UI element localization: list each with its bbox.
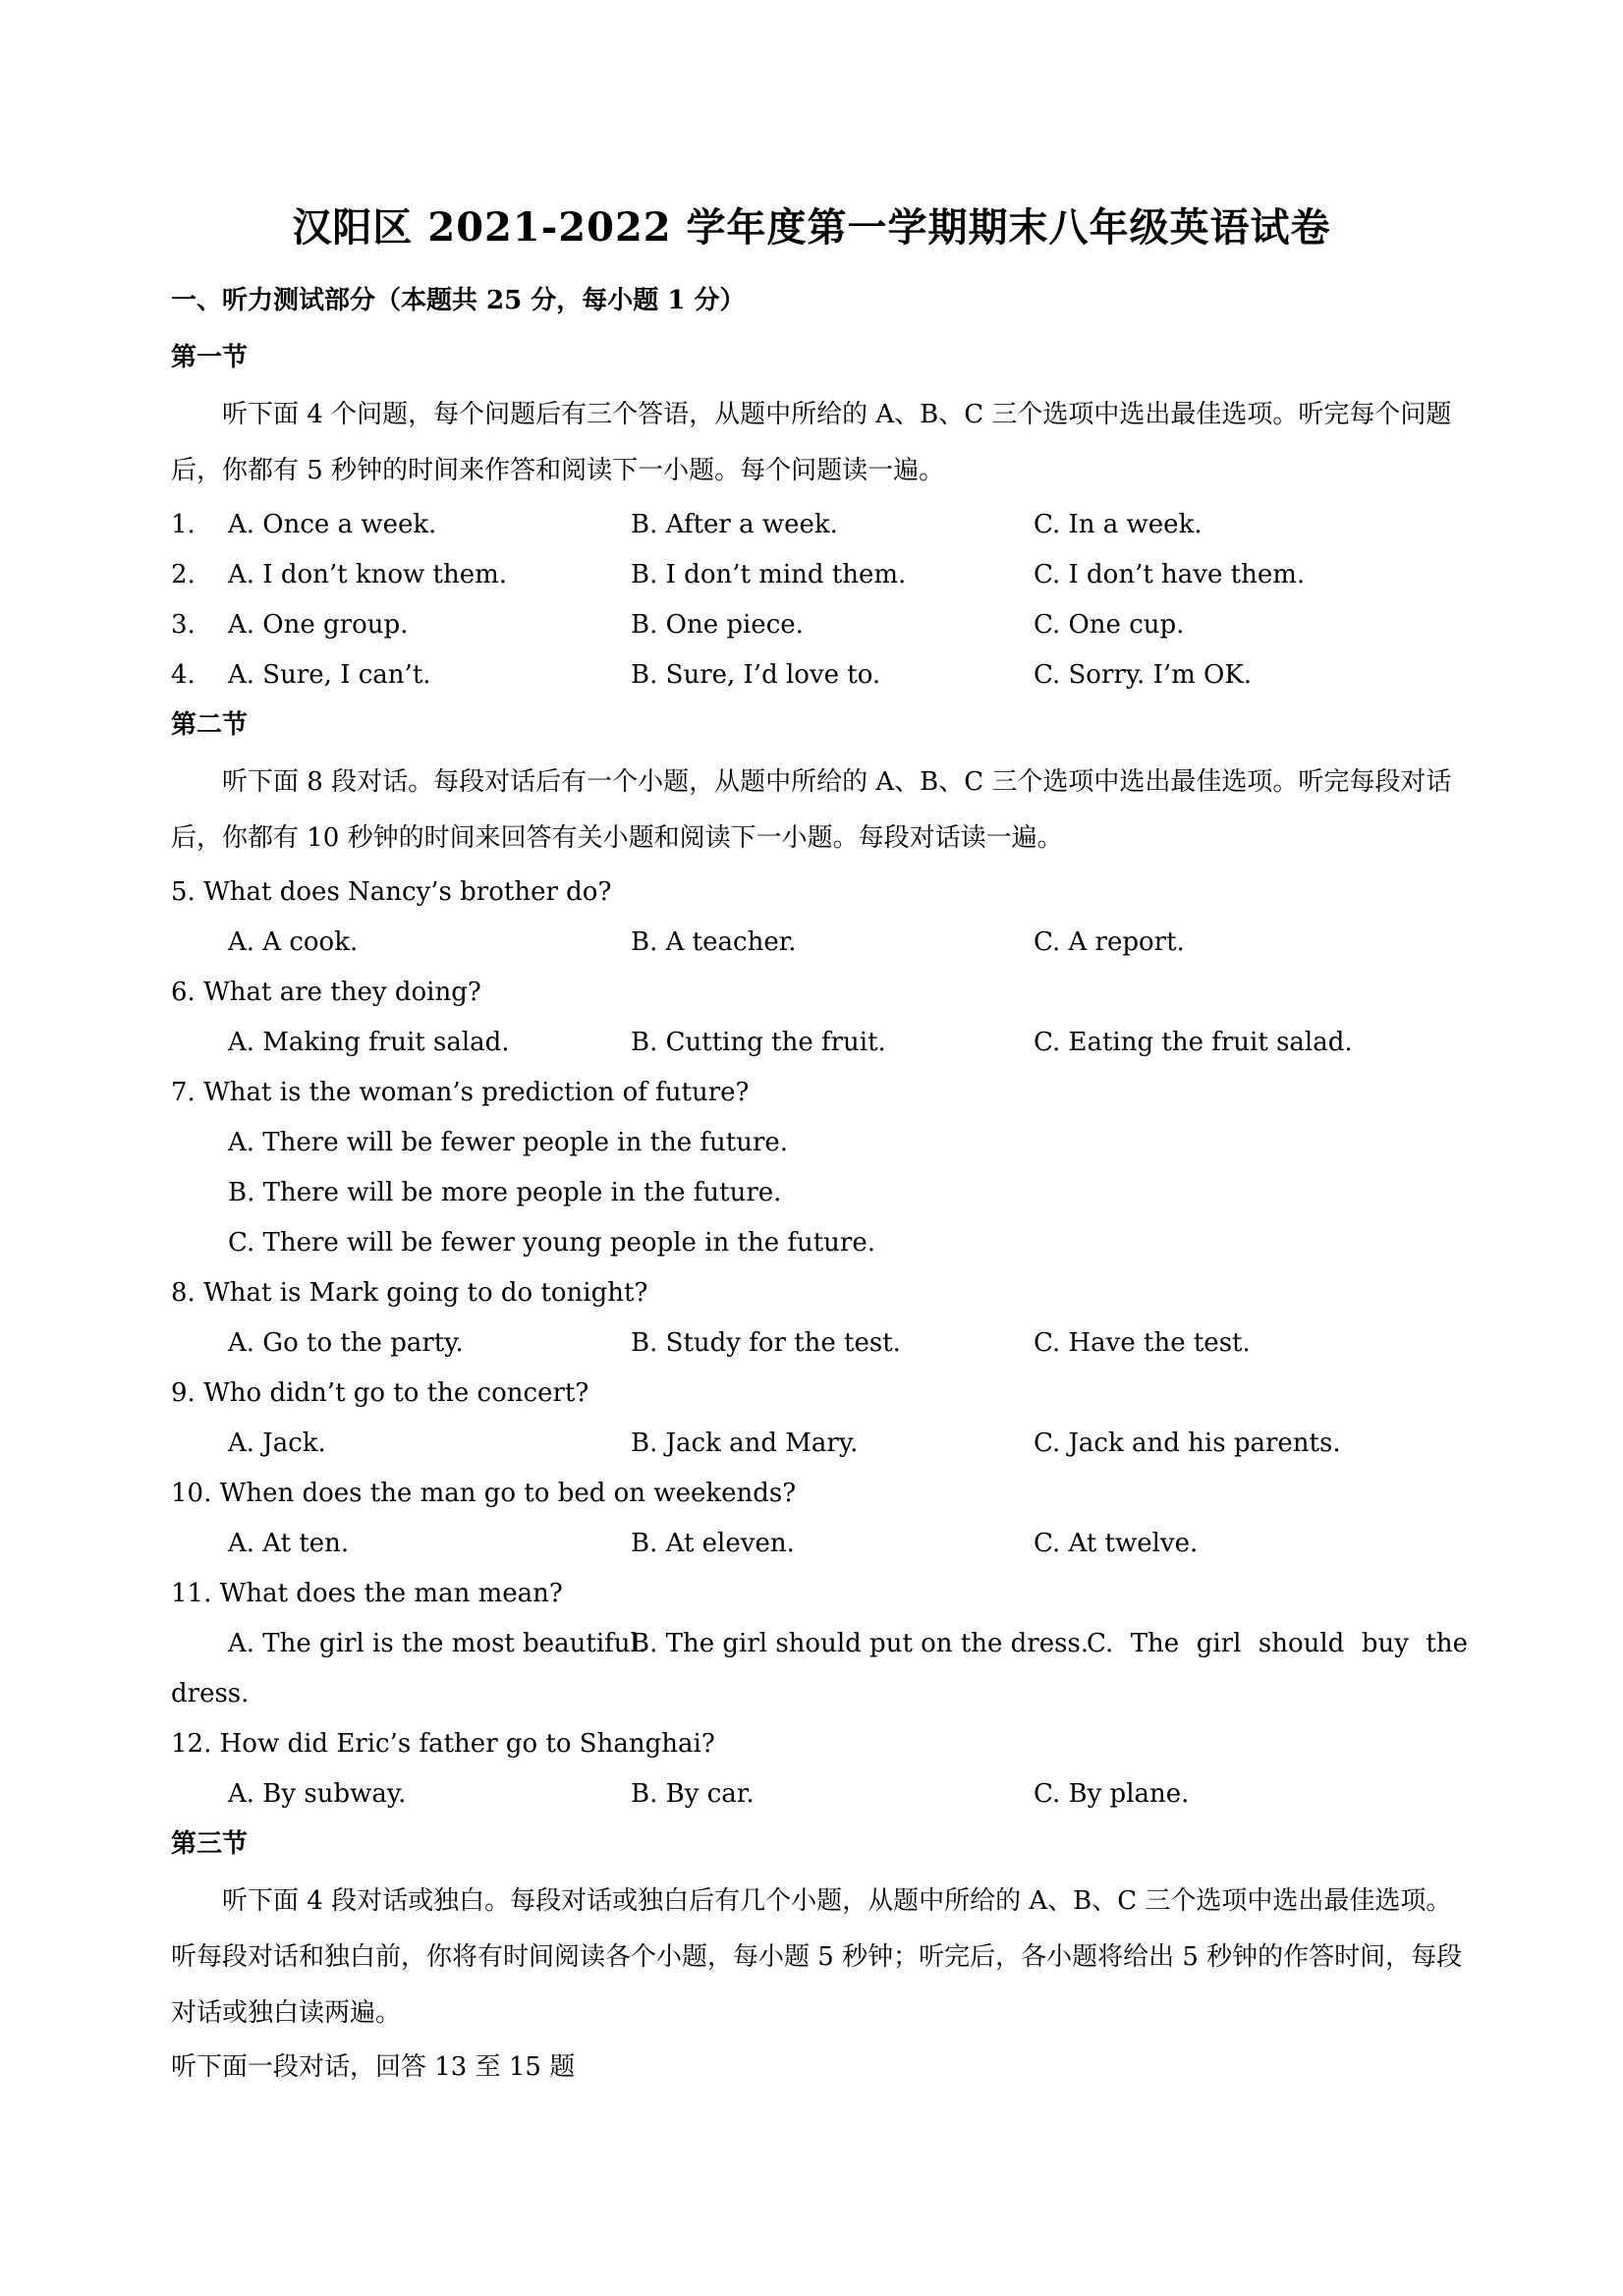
- option-b: B. There will be more people in the future.: [228, 1178, 782, 1207]
- section2-heading: 第二节: [171, 710, 249, 740]
- question-stem: 11. What does the man mean?: [171, 1579, 563, 1608]
- options-row: [171, 1528, 1468, 1559]
- option-b: B. Jack and Mary.: [631, 1428, 859, 1458]
- question-stem: 7. What is the woman’s prediction of future?: [171, 1078, 750, 1107]
- option-c: C. I don’t have them.: [1034, 560, 1306, 589]
- question-stem: 9. Who didn’t go to the concert?: [171, 1378, 589, 1408]
- section3-sub-instruction: 听下面一段对话，回答 13 至 15 题: [171, 2052, 576, 2082]
- option-c-word: girl: [1196, 1629, 1242, 1658]
- option-c: C. Have the test.: [1034, 1328, 1251, 1358]
- options-row: [171, 1428, 1468, 1459]
- option-c: C. Sorry. I’m OK.: [1034, 660, 1253, 690]
- option-a: A. Making fruit salad.: [228, 1028, 510, 1057]
- option-c: C. At twelve.: [1034, 1529, 1199, 1558]
- option-b: B. By car.: [631, 1779, 755, 1809]
- option-c: C. A report.: [1034, 927, 1185, 957]
- option-c-word: the: [1426, 1629, 1468, 1658]
- option-c-word: buy: [1361, 1629, 1409, 1658]
- option-c: C. One cup.: [1034, 610, 1185, 640]
- option-a: A. At ten.: [228, 1529, 350, 1558]
- section3-instruction: 听下面 4 段对话或独白。每段对话或独白后有几个小题，从题中所给的 A、B、C 三个选项中选出最佳选项。听每段对话和独白前，你将有时间阅读各个小题，每小题 5 秒钟；听完后，各小题将给出 5 秒钟的作答时间，每段对话或独白读两遍。: [171, 1886, 1463, 2028]
- option-b: B. The girl should put on the dress.: [631, 1629, 1090, 1658]
- option-a: A. One group.: [228, 610, 409, 640]
- question-row: [171, 559, 1468, 590]
- question-number: 1.: [171, 510, 196, 539]
- option-b: B. At eleven.: [631, 1529, 795, 1558]
- option-b: B. I don’t mind them.: [631, 560, 907, 589]
- question-stem: 8. What is Mark going to do tonight?: [171, 1278, 648, 1308]
- option-c: C. By plane.: [1034, 1779, 1190, 1809]
- options-row: [171, 1327, 1468, 1359]
- options-row: [171, 1778, 1468, 1810]
- option-c: C. In a week.: [1034, 510, 1203, 539]
- option-c: C. There will be fewer young people in the future.: [228, 1228, 876, 1258]
- option-a: A. Jack.: [228, 1428, 326, 1458]
- question-number: 2.: [171, 560, 196, 589]
- option-b: B. One piece.: [631, 610, 804, 640]
- question-number: 4.: [171, 660, 196, 690]
- section2-instruction: 听下面 8 段对话。每段对话后有一个小题，从题中所给的 A、B、C 三个选项中选出最佳选项。听完每段对话后，你都有 10 秒钟的时间来回答有关小题和阅读下一小题。每段对话读一遍。: [171, 767, 1452, 853]
- question-stem: 12. How did Eric’s father go to Shanghai?: [171, 1729, 715, 1759]
- question-row: [171, 609, 1468, 641]
- question-row: [171, 509, 1468, 540]
- option-a: A. By subway.: [228, 1779, 407, 1809]
- option-c: C. Eating the fruit salad.: [1034, 1028, 1353, 1057]
- option-a: A. Sure, I can’t.: [228, 660, 431, 690]
- section3-heading: 第三节: [171, 1829, 249, 1859]
- option-a: A. Once a week.: [228, 510, 437, 539]
- question-row: [171, 659, 1468, 691]
- options-row: [171, 1227, 1468, 1259]
- option-c-word: The: [1130, 1629, 1180, 1658]
- option-a: A. The girl is the most beautiful.: [228, 1629, 647, 1658]
- option-a: A. Go to the party.: [228, 1328, 464, 1358]
- option-a: A. There will be fewer people in the future.: [228, 1128, 789, 1157]
- option-a: A. I don’t know them.: [228, 560, 508, 589]
- option-b: B. A teacher.: [631, 927, 797, 957]
- section1-heading: 第一节: [171, 343, 249, 372]
- option-c-continuation: dress.: [171, 1679, 250, 1708]
- options-row: [171, 926, 1468, 958]
- question-stem: 10. When does the man go to bed on weekends?: [171, 1479, 797, 1508]
- option-c-word: should: [1258, 1629, 1345, 1658]
- option-c-word: C.: [1087, 1629, 1114, 1658]
- question-stem: 5. What does Nancy’s brother do?: [171, 877, 612, 907]
- option-b: B. Cutting the fruit.: [631, 1028, 886, 1057]
- option-b: B. After a week.: [631, 510, 838, 539]
- option-c: C. Jack and his parents.: [1034, 1428, 1341, 1458]
- options-row: [171, 1027, 1468, 1058]
- question-stem: 6. What are they doing?: [171, 978, 481, 1007]
- option-b: B. Sure, I’d love to.: [631, 660, 881, 690]
- option-c: [1087, 1628, 1468, 1659]
- option-a: A. A cook.: [228, 927, 359, 957]
- question-number: 3.: [171, 610, 196, 640]
- part1-heading: 一、听力测试部分（本题共 25 分，每小题 1 分）: [171, 286, 746, 315]
- options-row: [171, 1127, 1468, 1158]
- option-b: B. Study for the test.: [631, 1328, 901, 1358]
- options-row: [171, 1177, 1468, 1208]
- section1-instruction: 听下面 4 个问题，每个问题后有三个答语，从题中所给的 A、B、C 三个选项中选出最佳选项。听完每个问题后，你都有 5 秒钟的时间来作答和阅读下一小题。每个问题读一遍。: [171, 400, 1452, 485]
- page-title: 汉阳区 2021-2022 学年度第一学期期末八年级英语试卷: [292, 204, 1331, 251]
